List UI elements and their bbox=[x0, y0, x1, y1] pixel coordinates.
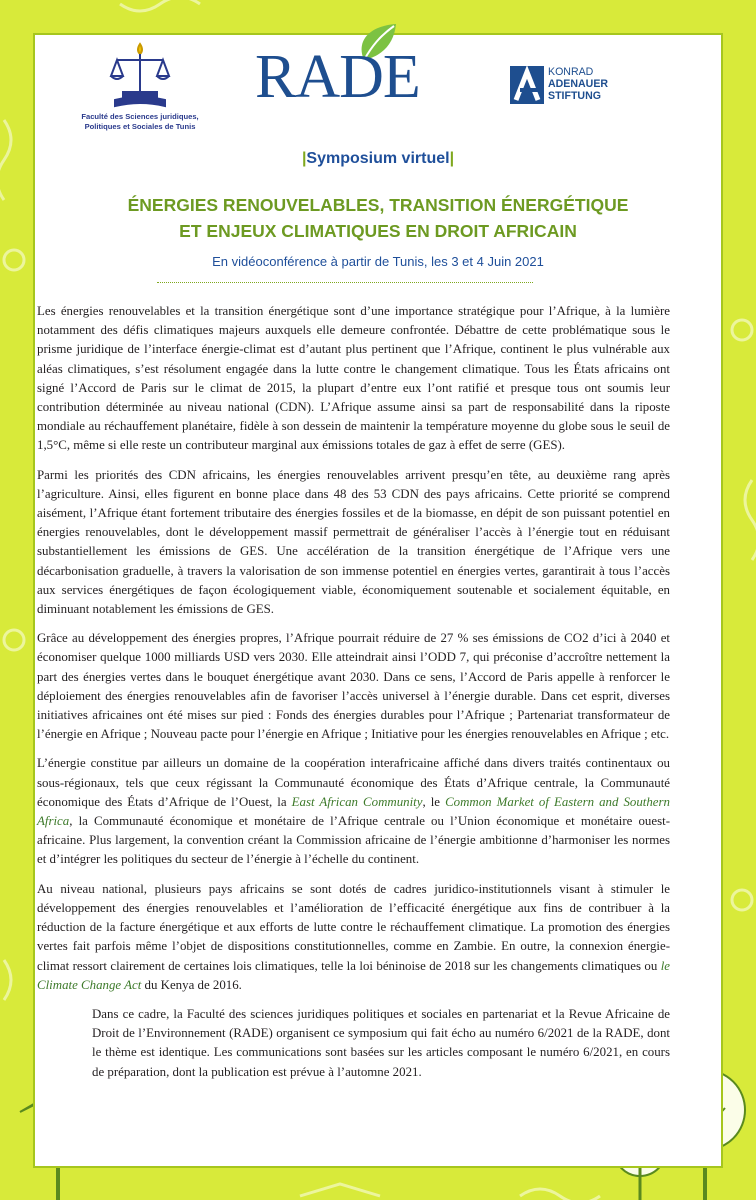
paragraph-5-part-a: Au niveau national, plusieurs pays africains se sont dotés de cadres juridico-institutionnels visant à stimuler le développement des énergies renouvelables et l’amélioration de l’efficacité énergétique aux fins de contribuer à la réduction de la facture énergétique et aux efforts de lutte contre le réchauffement climatique. La promotion des énergies vertes fait parfois même l’objet de dispositions constitutionnelles, comme en Zambie. En outre, la connexion énergie-climat ressort clairement de certaines lois climatiques, telle la loi béninoise de 2018 sur les changements climatiques ou bbox=[37, 881, 670, 973]
body-text bbox=[37, 302, 670, 1092]
paragraph-2: Parmi les priorités des CDN africains, les énergies renouvelables arrivent presqu’en tête, au deuxième rang après l’agriculture. Ainsi, elles figurent en bonne place dans 48 des 53 CDN des pays africains. Cette priorité se comprend aisément, l’Afrique étant fortement tributaire des énergies fossiles et de la biomasse, en dépit de son puissant potentiel en énergies renouvelables, dont le développement massif permettrait de généraliser l’accès à l’énergie tout en réduisant substantiellement les émissions de GES. Une accélération de la transition énergétique de l’Afrique vers une décarbonisation graduelle, à travers la valorisation de son immense potentiel en énergies vertes, garantirait à tous l’accès aux services énergétiques de façon écologiquement viable, économiquement soutenable et socialement équitable, en diminuant notablement les émissions de GES. bbox=[37, 467, 670, 617]
event-subtitle: En vidéoconférence à partir de Tunis, les 3 et 4 Juin 2021 bbox=[212, 254, 544, 269]
kas-line2: ADENAUER bbox=[548, 78, 609, 90]
page-title bbox=[20, 192, 736, 244]
paragraph-3: Grâce au développement des énergies propres, l’Afrique pourrait réduire de 27 % ses émissions de CO2 d’ici à 2040 et économiser quelque 1000 milliards USD vers 2030. Elle atteindrait ainsi l’ODD 7, qui préconise d’accroître nettement la part des énergies vertes dans le bouquet énergétique avant 2030. Dans ce sens, l’Accord de Paris appelle à renforcer le déploiement des énergies renouvelables afin de favoriser l’accès universel à l’énergie durable. Dans cet esprit, diverses initiatives africaines ont été mises sur pied : Fonds des énergies durables pour l’Afrique ; Partenariat transformateur de l’énergie en Afrique ; Nouveau pacte pour l’énergie en Afrique ; Initiative pour les énergies renouvelables en Afrique ; etc. bbox=[37, 631, 670, 742]
paragraph-4-part-c: , la Communauté économique et monétaire de l’Afrique centrale ou l’Union économique et monétaire ouest-africaine. Plus largement, la convention créant la Commission africaine de l’énergie ambitionne d’harmoniser les normes et d’intégrer les politiques du secteur de l’énergie à l’échelle du continent. bbox=[37, 814, 670, 867]
kas-line1: KONRAD bbox=[548, 66, 594, 78]
event-type-label: Symposium virtuel bbox=[306, 150, 450, 167]
paragraph-6: Dans ce cadre, la Faculté des sciences juridiques politiques et sociales en partenariat et la Revue Africaine de Droit de l’Environnement (RADE) organisent ce symposium qui fait écho au numéro 6/2021 de la RADE, dont le thème est identique. Les communications sont basées sur les articles composant le numéro 6/2021, en cours de préparation, dont la publication est prévue à l’automne 2021. bbox=[92, 1006, 670, 1079]
rade-wordmark: RADE bbox=[255, 43, 420, 111]
title-line2: ET ENJEUX CLIMATIQUES EN DROIT AFRICAIN bbox=[179, 221, 577, 241]
kas-mark-icon bbox=[510, 66, 544, 104]
dotted-divider bbox=[157, 282, 533, 283]
event-type bbox=[0, 150, 756, 168]
paragraph-4-part-a: L’énergie constitue par ailleurs un domaine de la coopération interafricaine affiché dans divers traités continentaux ou sous-régionaux, tels que ceux régissant la Communauté économique des États d’Afrique centrale, la Communauté économique des États d’Afrique de l’Ouest, la bbox=[37, 756, 670, 809]
bar-left: | bbox=[301, 150, 307, 167]
rade-logo bbox=[255, 20, 435, 116]
east-african-community-term: East African Community bbox=[291, 794, 423, 809]
faculty-name-line2: Politiques et Sociales de Tunis bbox=[84, 122, 196, 131]
paragraph-5 bbox=[37, 880, 670, 995]
bar-right: | bbox=[449, 150, 455, 167]
kas-line3: STIFTUNG bbox=[548, 90, 601, 102]
climate-change-act-term: le Climate Change Act bbox=[37, 958, 670, 992]
faculty-name-line1: Faculté des Sciences juridiques, bbox=[81, 112, 199, 121]
comesa-term: Common Market of Eastern and Southern Africa bbox=[37, 794, 670, 829]
paragraph-4 bbox=[37, 754, 670, 869]
scales-of-justice-icon bbox=[109, 40, 171, 110]
kas-logo bbox=[510, 66, 660, 110]
faculty-logo bbox=[75, 40, 205, 132]
paragraph-4-part-b: , le bbox=[422, 794, 446, 809]
paragraph-5-part-b: du Kenya de 2016. bbox=[141, 977, 242, 992]
paragraph-1: Les énergies renouvelables et la transition énergétique sont d’une importance stratégique pour l’Afrique, à la lumière notamment des défis climatiques majeurs auxquels elle demeure confrontée. Débattre de cette problématique sous le prisme juridique de l’interface énergie-climat est d’autant plus pertinent que l’Afrique, continent le plus vulnérable aux aléas climatiques, s’est résolument engagée dans la lutte contre le changement climatique. Tous les États africains ont signé l’Accord de Paris sur le climat de 2015, la plupart d’entre eux l’ont ratifié et presque tous ont soumis leur contribution déterminée au niveau national (CDN). L’Afrique assume ainsi sa part de responsabilité dans la riposte mondiale au réchauffement planétaire, fidèle à son dessein de maintenir la température moyenne du globe sous le seuil de 1,5°C, même si elle reste un contributeur marginal aux émissions totales de gaz à effet de serre (GES). bbox=[37, 304, 670, 453]
title-line1: ÉNERGIES RENOUVELABLES, TRANSITION ÉNERGÉTIQUE bbox=[127, 195, 629, 215]
